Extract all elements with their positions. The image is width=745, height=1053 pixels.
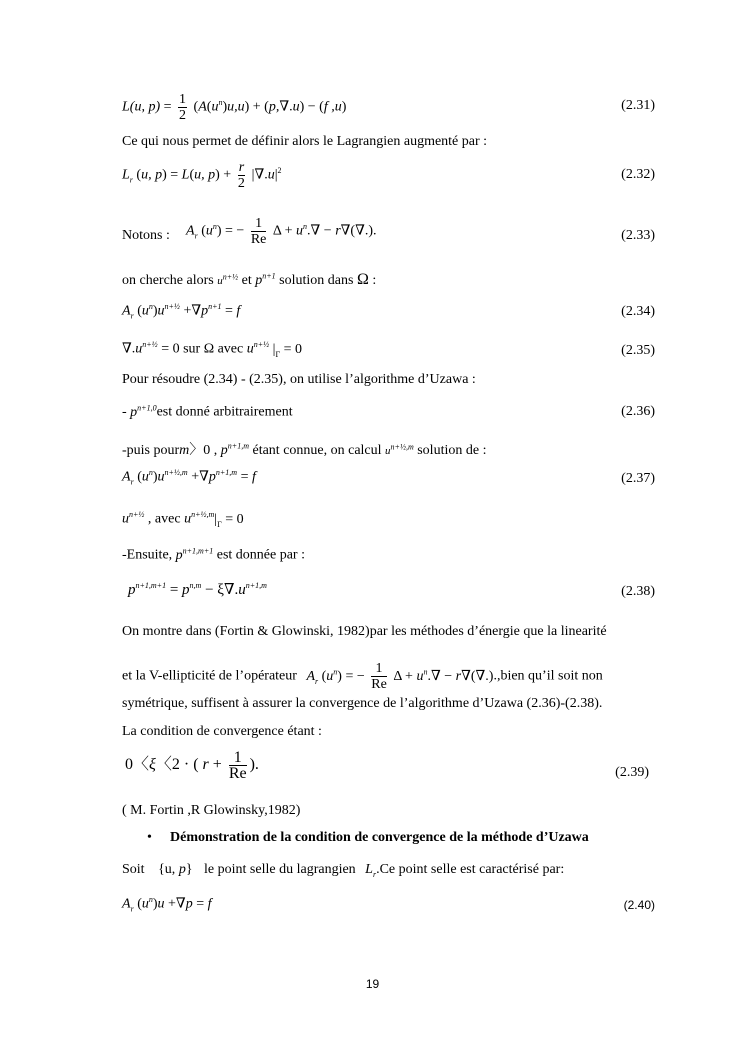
page-number: 19: [365, 977, 380, 991]
boundary-condition: $u^{n+\frac{1}{2}}$ , avec $u^{n+\frac{1}{2},m}|_\Gamma = 0$: [122, 510, 244, 529]
search-line: on cherche alors $u^{n+\frac{1}{2}}$ et $p^{n+1}$ solution dans Ω :: [122, 271, 377, 288]
paragraph: On montre dans (Fortin & Glowinski, 1982)par les méthodes d’énergie que la linearité: [122, 624, 607, 639]
equation-number: (2.32): [621, 167, 655, 182]
notons-label: Notons :: [122, 228, 170, 243]
section-heading: Démonstration de la condition de convergence de la méthode d’Uzawa: [170, 830, 589, 845]
equation-2-34: $A_r$ $(u^n)u^{n+\frac{1}{2}} +\nabla p^{n+1} = f$: [122, 302, 241, 321]
equation-number: (2.38): [621, 584, 655, 599]
equation-number: (2.40): [623, 898, 655, 912]
equation-2-35: $\nabla.u^{n+\frac{1}{2}} = 0$ sur Ω avec $u^{n+\frac{1}{2}}$ $|_\Gamma = 0$: [122, 340, 302, 359]
equation-2-40: $A_r$ $(u^n)u +\nabla p = f$: [122, 895, 212, 914]
equation-number: (2.31): [621, 98, 655, 113]
saddle-point-line: Soit {u, p} le point selle du lagrangien $L_r.Ce$ point selle est caractérisé par:: [122, 862, 565, 879]
paragraph: symétrique, suffisent à assurer la convergence de l’algorithme d’Uzawa (2.36)-(2.38).: [122, 696, 603, 711]
bullet-icon: •: [147, 830, 152, 845]
equation-2-31: L(u, p) = $\frac{1}{2}$ $(A(u^n)u,u) + (p,\nabla.u) - (f$ ,u): [122, 92, 347, 123]
equation-number: (2.35): [621, 343, 655, 358]
citation: ( M. Fortin ,R Glowinsky,1982): [122, 803, 301, 818]
equation-number: (2.33): [621, 228, 655, 243]
paragraph: Ce qui nous permet de définir alors le Lagrangien augmenté par :: [122, 134, 488, 149]
step-init: - $p^{n+1,0}est$ donné arbitrairement: [122, 403, 293, 420]
step-iterate: -puis pourm〉0 , $p^{n+1,m}$ étant connue, on calcul $u^{n+\frac{1}{2},m}$ solution de :: [122, 441, 487, 458]
equation-2-33: $A_r$ $(u^n)$ = − $\frac{1}{Re}$ $\Delta + u^n.\nabla - r\nabla(\nabla.)$.: [186, 216, 377, 247]
equation-2-38: $p^{n+1,m+1} = p^{n,m} - \xi\nabla.u^{n+1,m}$: [128, 581, 267, 598]
step-update: -Ensuite, $p^{n+1,m+1}$ est donnée par :: [122, 546, 305, 563]
paragraph-line: et la V-ellipticité de l’opérateur $A_r$ $(u^n)$ = − $\frac{1}{Re}$ $\Delta + u^n.\nabla$ − r∇(∇.).,bien qu’il soit non: [122, 661, 603, 692]
equation-2-32: $L_r$ (u, p) = L(u, p) + $\frac{r}{2}$ $|\nabla.u|^2$: [122, 160, 282, 191]
equation-number: (2.34): [621, 304, 655, 319]
paragraph: La condition de convergence étant :: [122, 724, 322, 739]
equation-2-37: $A_r$ $(u^n)u^{n+\frac{1}{2},m} +\nabla p^{n+1,m} = f$: [122, 468, 256, 487]
equation-number: (2.39): [615, 765, 649, 780]
paragraph: Pour résoudre (2.34) - (2.35), on utilise l’algorithme d’Uzawa :: [122, 372, 476, 387]
equation-2-39: 0〈ξ〈2 · ( r + $\frac{1}{Re}$ ).: [125, 749, 259, 782]
equation-number: (2.37): [621, 471, 655, 486]
equation-number: (2.36): [621, 404, 655, 419]
